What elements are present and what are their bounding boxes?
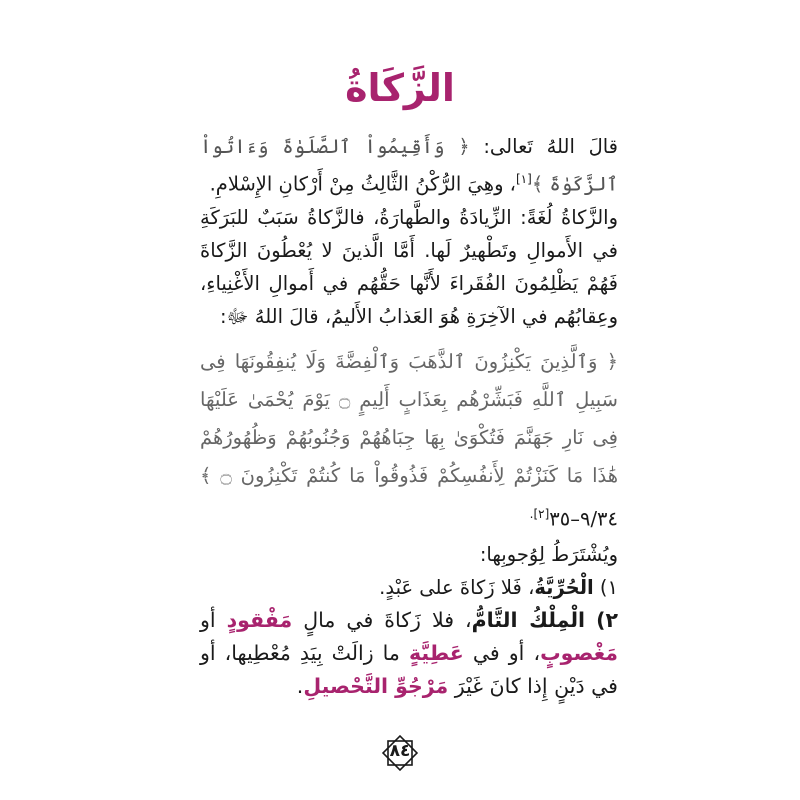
page-number-badge [380, 733, 420, 773]
item-2-text-b: أو [200, 608, 216, 632]
item-1-term: الْحُرِّيَّةُ [534, 576, 594, 599]
item-1-number: ١) [599, 576, 618, 599]
conditions-heading: ويُشْتَرَطُ لِوُجوبِها: [479, 543, 618, 566]
intro-paragraph [200, 130, 618, 201]
item-2-number: ٢) [596, 608, 618, 632]
condition-item-2 [200, 604, 618, 703]
intro-verse: ﴿ وَأَقِيمُواْ ٱلصَّلَوٰةَ وَءَاتُواْ ٱلزَّكَوٰةَ ﴾ [200, 135, 618, 196]
intro-footnote-ref: [١] [515, 172, 532, 186]
item-2-highlight-lost: مَفْقودٍ [226, 608, 293, 632]
intro-tail: ، وهِيَ الرُّكْنُ الثَّالِثُ مِنْ أَرْكانِ الإِسْلامِ. [209, 172, 516, 196]
item-2-text-d: ما زالَتْ بِيَدِ مُعْطِيها، أو في دَيْنٍ إِذا كانَ غَيْرَ [200, 641, 618, 698]
item-2-end: . [296, 674, 304, 698]
quote-verse-ref: ٩/٣٤–٣٥ [549, 507, 618, 530]
intro-lead: قالَ اللهُ تَعالى: [483, 135, 619, 158]
item-2-text-c: ، أو في [472, 641, 541, 665]
page-title: الزَّكَاةُ [345, 66, 455, 110]
item-1-text: ، فَلا زَكاةَ على عَبْدٍ. [379, 576, 535, 599]
page-body [200, 130, 618, 703]
quote-footnote-ref: [٢]. [529, 506, 550, 521]
quran-quote [200, 343, 618, 539]
page-number: ٨٤ [389, 741, 411, 761]
item-2-term: الْمِلْكُ التَّامُّ [471, 608, 586, 632]
item-2-text-a: ، فلا زَكاةَ في مالٍ [303, 608, 472, 632]
condition-item-1 [200, 571, 618, 604]
item-2-highlight-seized: مَغْصوبٍ [540, 641, 618, 665]
quote-verse: ﴿ وَٱلَّذِينَ يَكْنِزُونَ ٱلذَّهَبَ وَٱلْفِضَّةَ وَلَا يُنفِقُونَهَا فِى سَبِيلِ ٱللَّهِ فَبَشِّرْهُم بِعَذَابٍ أَلِيمٍ ۝ يَوْمَ يُحْمَىٰ عَلَيْهَا فِى نَارِ جَهَنَّمَ فَتُكْوَىٰ بِهَا جِبَاهُهُمْ وَجُنُوبُهُمْ وَظُهُورُهُمْ هَٰذَا مَا كَنَزْتُمْ لِأَنفُسِكُمْ فَذُوقُواْ مَا كُنتُمْ تَكْنِزُونَ ۝ ﴾ [200, 349, 619, 487]
item-2-highlight-gift: عَطِيَّةٍ [408, 641, 464, 665]
item-2-highlight-hoped: مَرْجُوِّ التَّحْصيلِ [303, 674, 449, 698]
definition-paragraph: والزَّكاةُ لُغَةً: الزِّيادَةُ والطَّهارَةُ، فالزَّكاةُ سَبَبٌ للبَرَكَةِ في الأَموالِ وتَطْهيرٌ لَها. أَمَّا الَّذينَ لا يُعْطُونَ الزَّكاةَ فَهُمْ يَظْلِمُونَ الفُقَراءَ لأَنَّها حَقُّهُم في أَموالِ الأَغْنِياءِ، وعِقابُهُم في الآخِرَةِ هُوَ العَذابُ الأَليمُ، قالَ اللهُ ﷻ: [200, 205, 618, 328]
